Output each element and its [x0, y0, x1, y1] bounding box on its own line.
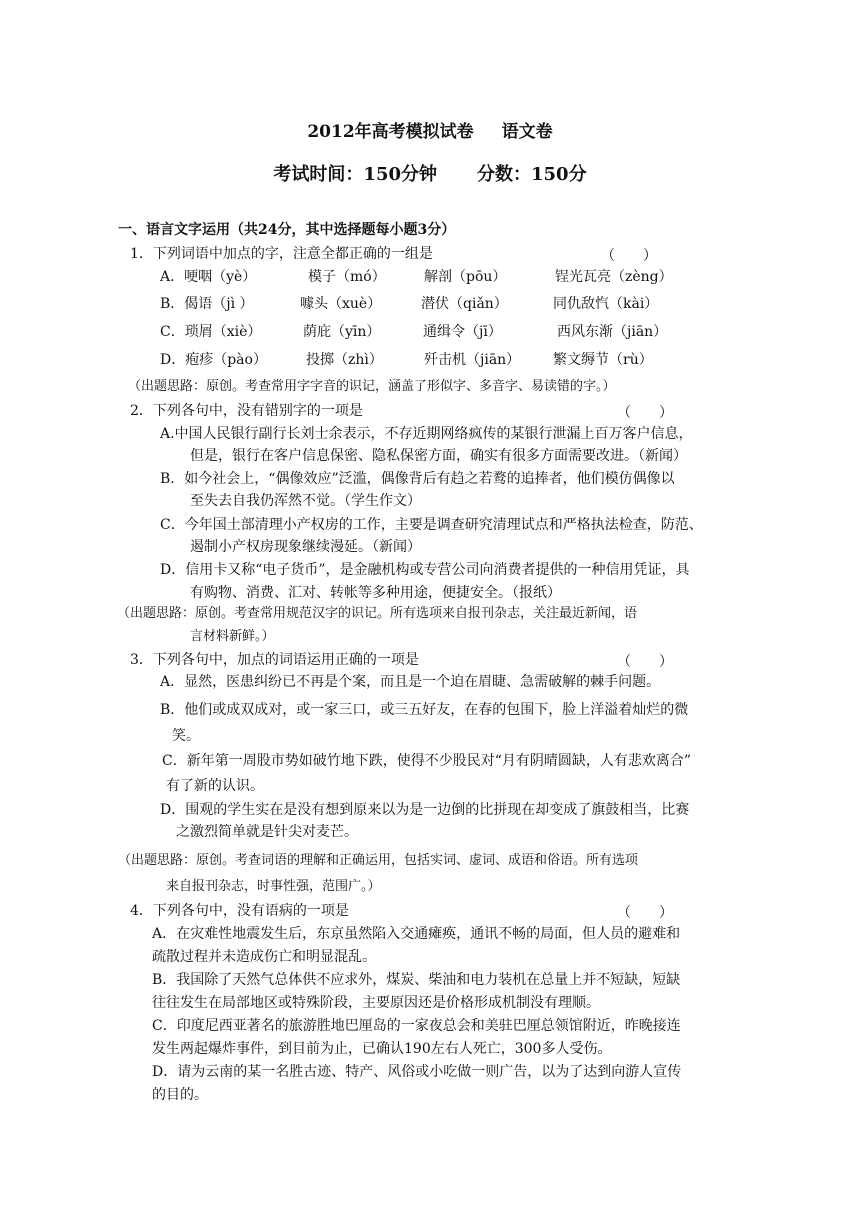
q1-b-4: 同仇敌忾（kài） [553, 296, 659, 312]
q1-d-2: 投掷（zhì） [306, 352, 383, 368]
exam-score: 分数：150分 [477, 164, 587, 185]
q4-c-line1: C．印度尼西亚著名的旅游胜地巴厘岛的一家夜总会和美驻巴厘总领馆附近，昨晚接连 [152, 1018, 681, 1034]
q2-a-line1: A.中国人民银行副行长刘士余表示，不存近期网络疯传的某银行泄漏上百万客户信息， [160, 426, 693, 442]
q1-c-3: 通缉令（jī） [423, 324, 502, 340]
q1-d-1: D．疱疹（pào） [160, 352, 267, 368]
q1-c-2: 荫庇（yīn） [303, 324, 381, 340]
q1-a-3: 解剖（pōu） [424, 269, 507, 285]
q4-stem: 4．下列各句中，没有语病的一项是 [130, 903, 349, 919]
q1-answer-paren: （ ） [601, 248, 657, 264]
q1-a-1: A．哽咽（yè） [160, 269, 257, 285]
q3-note-line1: （出题思路：原创。考查词语的理解和正确运用，包括实词、虚词、成语和俗语。所有选项 [118, 853, 639, 868]
q1-a-4: 锃光瓦亮（zèng） [555, 269, 673, 285]
q1-a-2: 模子（mó） [308, 269, 386, 285]
q3-note-line2: 来自报刊杂志，时事性强，范围广。） [166, 879, 381, 894]
q2-answer-paren: （ ） [617, 405, 673, 421]
q1-d-4: 繁文缛节（rù） [553, 352, 653, 368]
q2-c-line1: C．今年国土部清理小产权房的工作，主要是调查研究清理试点和严格执法检查，防范、 [160, 517, 703, 533]
q3-d-line2: 之激烈简单就是针尖对麦芒。 [176, 824, 358, 840]
q1-stem: 1．下列词语中加点的字，注意全都正确的一组是 [130, 246, 433, 262]
q4-a-line1: A．在灾难性地震发生后，东京虽然陷入交通瘫痪，通讯不畅的局面，但人员的避难和 [152, 926, 681, 942]
q3-b-line1: B．他们或成双成对，或一家三口，或三五好友，在春的包围下，脸上洋溢着灿烂的微 [160, 702, 689, 718]
q1-b-2: 噱头（xuè） [300, 296, 382, 312]
q3-c-line2: 有了新的认识。 [166, 778, 264, 794]
q4-d-line1: D．请为云南的某一名胜古迹、特产、风俗或小吃做一则广告，以为了达到向游人宣传 [152, 1064, 682, 1080]
q4-c-line2: 发生两起爆炸事件，到目前为止，已确认190左右人死亡，300多人受伤。 [152, 1041, 612, 1057]
q2-note-line2: 言材料新鲜。） [190, 629, 275, 644]
exam-info [0, 160, 860, 186]
q2-b-line2: 至失去自我仍浑然不觉。（学生作文） [190, 493, 421, 509]
q3-stem: 3．下列各句中，加点的词语运用正确的一项是 [130, 652, 419, 668]
q1-note: （出题思路：原创。考查常用字字音的识记，涵盖了形似字、多音字、易读错的字。） [128, 379, 616, 394]
exam-title-subject: 语文卷 [501, 122, 553, 142]
q2-d-line1: D．信用卡又称“电子货币”，是金融机构或专营公司向消费者提供的一种信用凭证，具 [160, 562, 690, 578]
q2-b-line1: B．如今社会上，“偶像效应”泛滥，偶像背后有趋之若鹜的追捧者，他们模仿偶像以 [160, 471, 675, 487]
q2-a-line2: 但是，银行在客户信息保密、隐私保密方面，确实有很多方面需要改进。（新闻） [190, 448, 687, 464]
q4-a-line2: 疏散过程并未造成伤亡和明显混乱。 [152, 949, 376, 965]
q2-d-line2: 有购物、消费、汇对、转帐等多种用途，便捷安全。（报纸） [190, 585, 561, 601]
q1-d-3: 歼击机（jiān） [424, 352, 521, 368]
exam-title-main: 2012年高考模拟试卷 [307, 122, 474, 142]
exam-title [0, 117, 860, 142]
q4-b-line2: 往往发生在局部地区或特殊阶段，主要原因还是价格形成机制没有理顺。 [152, 995, 600, 1011]
q1-b-3: 潜伏（qiǎn） [421, 296, 508, 312]
q1-c-1: C．琐屑（xiè） [160, 324, 262, 340]
q4-answer-paren: （ ） [617, 905, 673, 921]
q3-a-line1: A．显然，医患纠纷已不再是个案，而且是一个迫在眉睫、急需破解的棘手问题。 [160, 674, 661, 690]
q3-d-line1: D．围观的学生实在是没有想到原来以为是一边倒的比拼现在却变成了旗鼓相当，比赛 [160, 802, 690, 818]
q2-stem: 2．下列各句中，没有错别字的一项是 [130, 403, 363, 419]
section-heading: 一、语言文字运用（共24分，其中选择题每小题3分） [118, 222, 456, 238]
q3-c-line1: C．新年第一周股市势如破竹地下跌，使得不少股民对“月有阴晴圆缺，人有悲欢离合” [162, 753, 692, 769]
q1-c-4: 西风东渐（jiān） [557, 324, 668, 340]
q4-b-line1: B．我国除了天然气总体供不应求外，煤炭、柴油和电力装机在总量上并不短缺，短缺 [152, 972, 681, 988]
exam-time: 考试时间：150分钟 [273, 164, 437, 185]
q3-b-line2: 笑。 [172, 728, 200, 744]
q3-answer-paren: （ ） [617, 654, 673, 670]
q2-note-line1: （出题思路：原创。考查常用规范汉字的识记。所有选项来自报刊杂志，关注最近新闻，语 [117, 606, 638, 621]
q4-d-line2: 的目的。 [152, 1087, 208, 1103]
q1-b-1: B．偈语（jì ） [160, 296, 254, 312]
q2-c-line2: 遏制小产权房现象继续漫延。（新闻） [190, 539, 421, 555]
